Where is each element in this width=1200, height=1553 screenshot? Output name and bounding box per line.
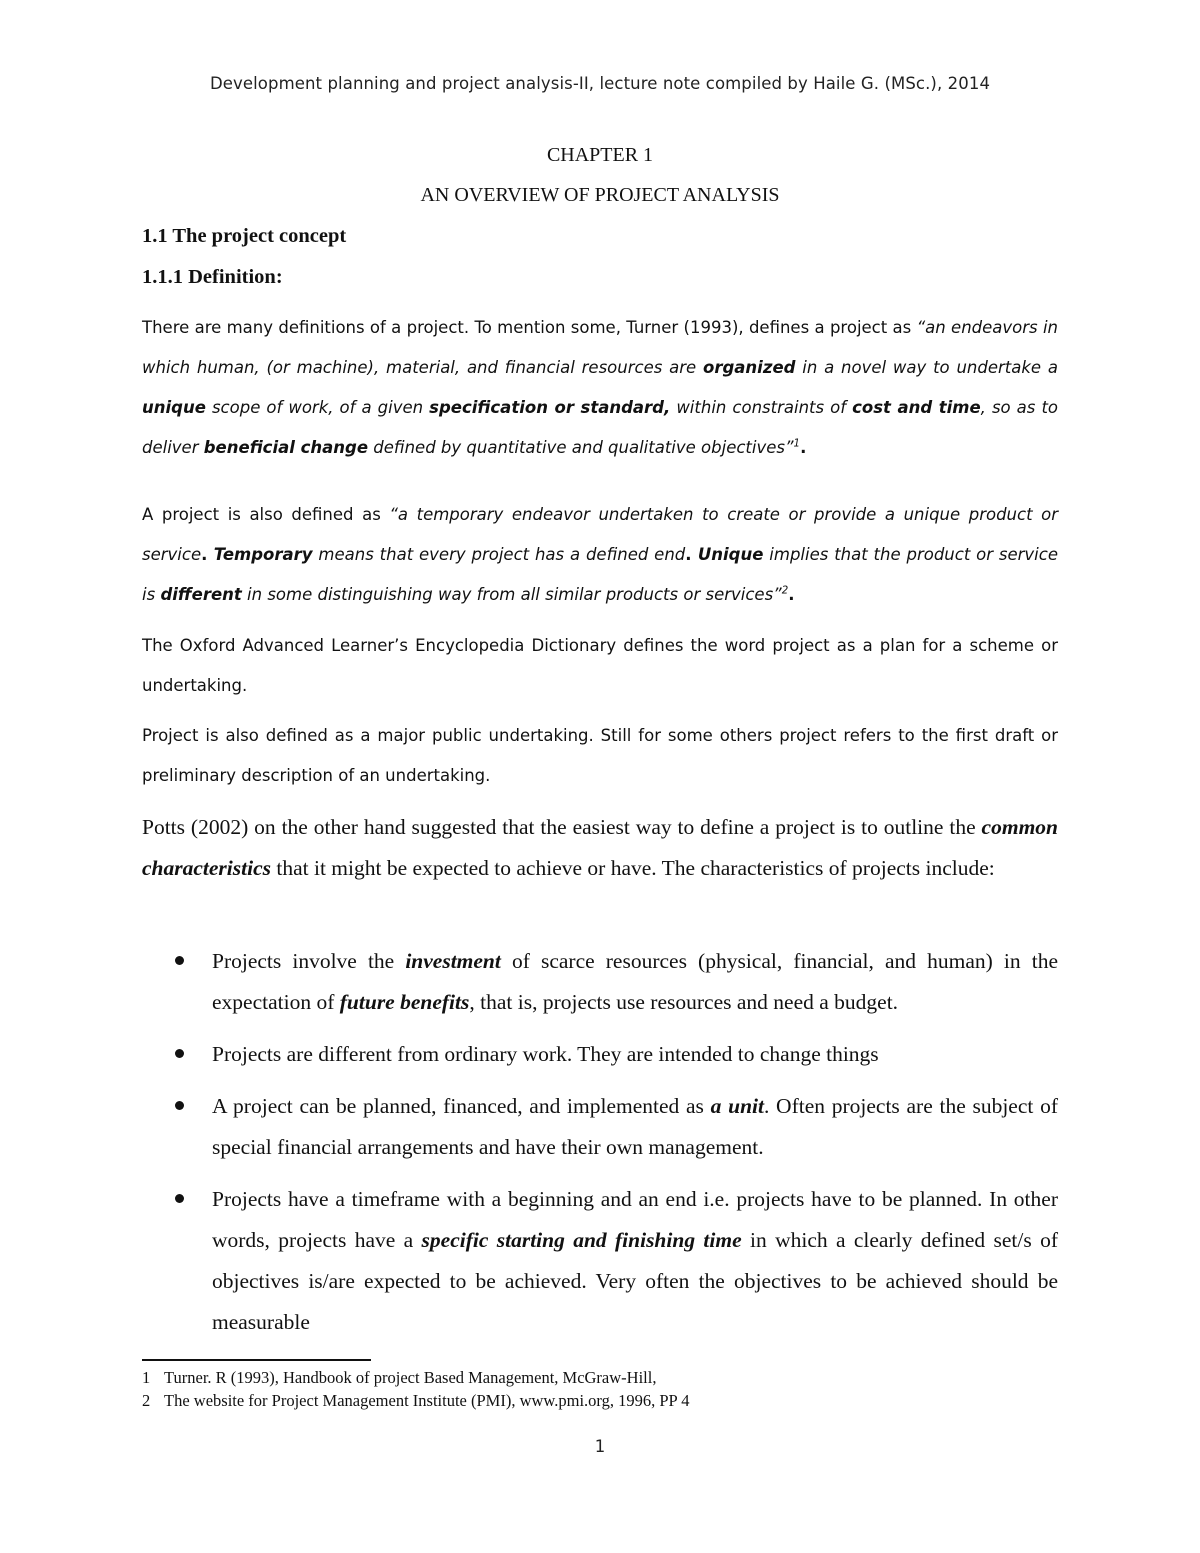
pmi-quote-1: “a temporary endeavor undertaken to create or provide a unique product or service bbox=[142, 505, 1058, 564]
footnote-number: 1 bbox=[142, 1368, 151, 1387]
footnote-2 bbox=[142, 1391, 689, 1411]
footnote-separator bbox=[142, 1359, 371, 1361]
bullet-emphasis: future benefits bbox=[339, 990, 470, 1014]
paragraph-pmi-definition bbox=[142, 495, 1058, 615]
pmi-bold-2: Unique bbox=[697, 545, 764, 564]
bullet-text: Projects have a timeframe with a beginning and an end i.e. projects have to be planned. In other words, projects have a bbox=[212, 1187, 1058, 1252]
footnote-ref-1: 1 bbox=[793, 438, 801, 450]
potts-emphasis: common characteristics bbox=[142, 815, 1058, 880]
bullet-text: , that is, projects use resources and need a budget. bbox=[469, 990, 899, 1014]
turner-bold-5: beneficial change bbox=[203, 438, 369, 457]
chapter-title: AN OVERVIEW OF PROJECT ANALYSIS bbox=[420, 184, 780, 206]
footnote-number: 2 bbox=[142, 1391, 151, 1410]
pmi-quote-4: in some distinguishing way from all similar products or services” bbox=[241, 585, 782, 604]
potts-a: Potts (2002) on the other hand suggested that the easiest way to define a project is to outline the bbox=[142, 815, 982, 839]
turner-end: . bbox=[800, 438, 807, 457]
paragraph-public-undertaking: Project is also defined as a major public undertaking. Still for some others project refers to the first draft or preliminary description of an undertaking. bbox=[142, 726, 1058, 785]
list-item bbox=[142, 1179, 1058, 1343]
turner-bold-3: specification or standard, bbox=[429, 398, 671, 417]
paragraph-turner-definition bbox=[142, 308, 1058, 468]
pmi-dot-2: . bbox=[685, 545, 698, 564]
chapter-number: CHAPTER 1 bbox=[546, 144, 654, 166]
turner-quote-6: defined by quantitative and qualitative objectives” bbox=[368, 438, 794, 457]
bullet-emphasis: a unit bbox=[710, 1094, 764, 1118]
bullet-icon bbox=[175, 1049, 184, 1058]
bullet-text: Projects involve the bbox=[212, 949, 406, 973]
turner-quote-1: “an endeavors in which human, (or machine), material, and financial resources are bbox=[142, 318, 1058, 377]
turner-quote-3: scope of work, of a given bbox=[205, 398, 430, 417]
turner-quote-4: within constraints of bbox=[670, 398, 853, 417]
bullet-text: A project can be planned, financed, and implemented as bbox=[212, 1094, 711, 1118]
turner-intro: There are many definitions of a project. To mention some, Turner (1993), defines a project as bbox=[142, 318, 917, 337]
turner-bold-2: unique bbox=[142, 398, 206, 417]
list-item bbox=[142, 941, 1058, 1023]
bullet-emphasis: specific starting and finishing time bbox=[421, 1228, 742, 1252]
pmi-bold-1: Temporary bbox=[213, 545, 313, 564]
bullet-text: in which a clearly defined set/s of objectives is/are expected to be achieved. Very often the objectives to be achieved should be measurable bbox=[212, 1228, 1058, 1334]
footnote-text: The website for Project Management Institute (PMI), www.pmi.org, 1996, PP 4 bbox=[164, 1391, 690, 1410]
pmi-quote-3: implies that the product or service is bbox=[142, 545, 1058, 604]
characteristics-list bbox=[142, 941, 1058, 1343]
bullet-emphasis: investment bbox=[405, 949, 501, 973]
subsection-heading: 1.1.1 Definition: bbox=[142, 266, 283, 288]
bullet-icon bbox=[175, 956, 184, 965]
footnote-1 bbox=[142, 1368, 656, 1388]
pmi-quote-2: means that every project has a defined end bbox=[312, 545, 686, 564]
turner-quote-5: , so as to deliver bbox=[142, 398, 1059, 457]
running-header: Development planning and project analysis-II, lecture note compiled by Haile G. (MSc.), 2014 bbox=[209, 74, 991, 93]
bullet-icon bbox=[175, 1194, 184, 1203]
pmi-bold-3: different bbox=[160, 585, 242, 604]
potts-c: that it might be expected to achieve or have. The characteristics of projects include: bbox=[271, 856, 995, 880]
pmi-intro: A project is also defined as bbox=[142, 505, 390, 524]
turner-bold-4: cost and time bbox=[852, 398, 981, 417]
bullet-icon bbox=[175, 1101, 184, 1110]
footnote-text: Turner. R (1993), Handbook of project Based Management, McGraw-Hill, bbox=[164, 1368, 657, 1387]
list-item bbox=[142, 1034, 1058, 1075]
list-item bbox=[142, 1086, 1058, 1168]
paragraph-oxford: The Oxford Advanced Learner’s Encyclopedia Dictionary defines the word project as a plan for a scheme or undertaking. bbox=[142, 636, 1058, 695]
bullet-text: . Often projects are the subject of special financial arrangements and have their own management. bbox=[212, 1094, 1058, 1159]
pmi-end: . bbox=[788, 585, 795, 604]
bullet-text: of scarce resources (physical, financial, and human) in the expectation of bbox=[212, 949, 1058, 1014]
page-number: 1 bbox=[594, 1437, 606, 1456]
paragraph-potts bbox=[142, 807, 1058, 889]
pmi-dot-1: . bbox=[201, 545, 214, 564]
section-heading: 1.1 The project concept bbox=[142, 225, 347, 247]
turner-quote-2: in a novel way to undertake a bbox=[795, 358, 1059, 377]
turner-bold-1: organized bbox=[703, 358, 796, 377]
footnote-ref-2: 2 bbox=[781, 585, 789, 597]
bullet-text: Projects are different from ordinary work. They are intended to change things bbox=[212, 1042, 879, 1066]
